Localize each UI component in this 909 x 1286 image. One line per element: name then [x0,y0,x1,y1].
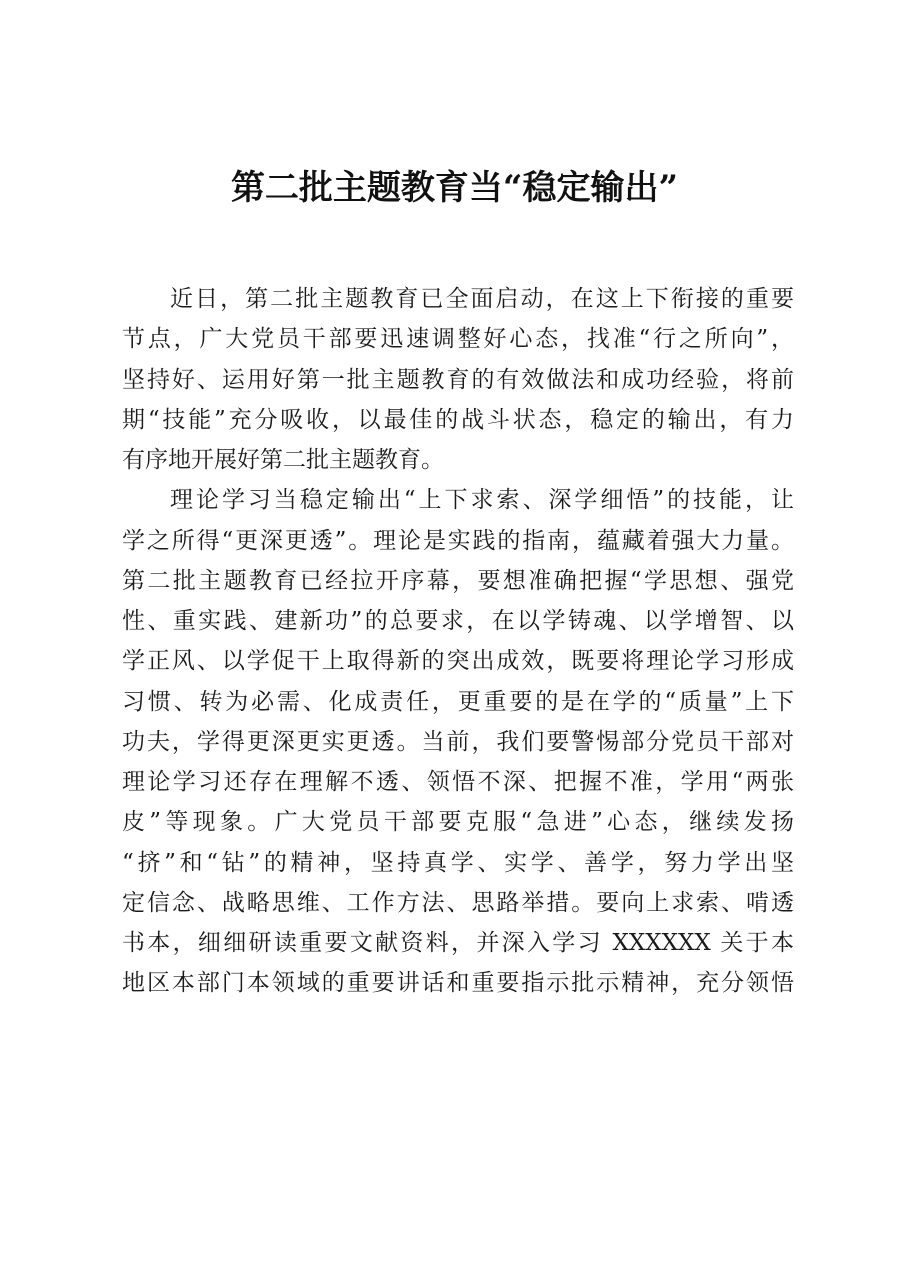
paragraph-line: 地区本部门本领域的重要讲话和重要指示批示精神，充分领悟 [122,970,794,997]
paragraph-line: “挤”和“钻”的精神，坚持真学、实学、善学，努力学出坚 [122,849,794,876]
document-body [122,279,822,1004]
paragraph-line: 习惯、转为必需、化成责任，更重要的是在学的“质量”上下 [122,688,794,715]
paragraph-line: 学正风、以学促干上取得新的突出成效，既要将理论学习形成 [122,648,794,675]
paragraph-line: 期“技能”充分吸收，以最佳的战斗状态，稳定的输出，有力 [122,406,794,433]
paragraph-line: 有序地开展好第二批主题教育。 [122,447,444,473]
document-title: 第二批主题教育当“稳定输出” [230,168,679,208]
paragraph-line: 定信念、战略思维、工作方法、思路举措。要向上求索、啃透 [122,889,794,916]
paragraph-line: 性、重实践、建新功”的总要求，在以学铸魂、以学增智、以 [122,608,794,634]
paragraph-line: 理论学习还存在理解不透、领悟不深、把握不准，学用“两张 [122,769,794,795]
paragraph-line: 第二批主题教育已经拉开序幕，要想准确把握“学思想、强党 [122,567,794,594]
paragraph-line: 学之所得“更深更透”。理论是实践的指南，蕴藏着强大力量。 [122,527,794,554]
paragraph-line: 坚持好、运用好第一批主题教育的有效做法和成功经验，将前 [122,366,794,393]
paragraph-line: 理论学习当稳定输出“上下求索、深学细悟”的技能，让 [170,487,794,514]
paragraph-2 [122,480,822,1003]
paragraph-1 [122,279,822,480]
paragraph-line: 书本，细细研读重要文献资料，并深入学习 XXXXXX 关于本 [122,930,794,956]
paragraph-line: 节点，广大党员干部要迅速调整好心态，找准“行之所向”， [122,326,794,353]
paragraph-line: 皮”等现象。广大党员干部要克服“急进”心态，继续发扬 [122,809,794,836]
paragraph-line: 功夫，学得更深更实更透。当前，我们要警惕部分党员干部对 [122,728,794,755]
paragraph-line: 近日，第二批主题教育已全面启动，在这上下衔接的重要 [170,286,794,312]
